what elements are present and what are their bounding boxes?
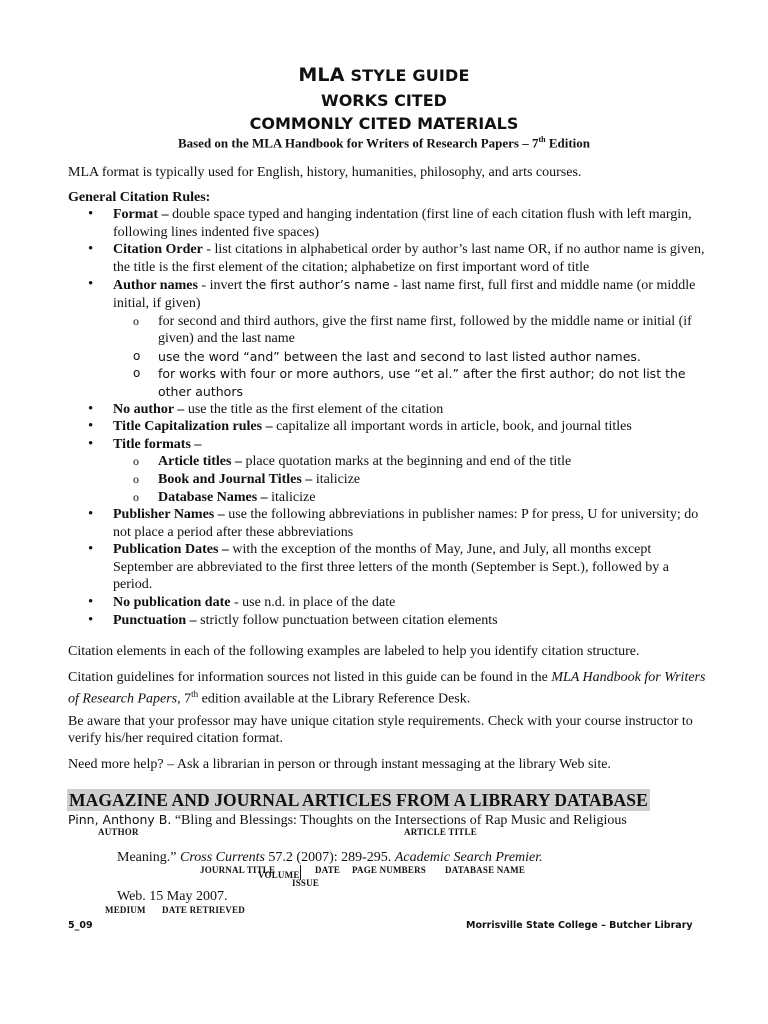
sub-list: [113, 453, 708, 506]
sub-list-item: o use the word “and” between the last and second to last listed author names.: [113, 348, 708, 366]
label-issue: ISSUE: [292, 878, 320, 888]
list-item: • Citation Order - list citations in alphabetical order by author’s last name OR, if no author name is given, the title is the first element of the citation; alphabetize on first important word of title: [68, 241, 708, 276]
rules-list: [68, 206, 708, 629]
sub-list-item: o for works with four or more authors, use “et al.” after the first author; do not list the other authors: [113, 365, 708, 400]
list-item: • Title formats – o Article titles – place quotation marks at the beginning and end of the title o Book and Journal Titles – italicize o Database Names – italicize: [68, 436, 708, 506]
list-item: • Author names - invert the first author’s name - last name first, full first and middle name (or middle initial, if given) o for second and third authors, give the first name first, followed by the middle name or initial (if given) and the last name o use the word “and” between the last and second to last listed author names. o for works with four or more authors, use “et al.” after the first author; do not list the other authors: [68, 276, 708, 400]
label-page-numbers: PAGE NUMBERS: [352, 865, 426, 875]
list-item: • No author – use the title as the first element of the citation: [68, 401, 708, 419]
list-item: • Title Capitalization rules – capitalize all important words in article, book, and journal titles: [68, 418, 708, 436]
list-item: • Publication Dates – with the exception of the months of May, June, and July, all months except September are abbreviated to the first three letters of the month (September is Sept.), followed by a period.: [68, 541, 708, 594]
example-line-1: Pinn, Anthony B. “Bling and Blessings: Thoughts on the Intersections of Rap Music and Religious: [68, 812, 627, 828]
sub-list-item: o for second and third authors, give the first name first, followed by the middle name or initial (if given) and the last name: [113, 313, 708, 348]
list-item: • Format – double space typed and hanging indentation (first line of each citation flush with left margin, following lines indented five spaces): [68, 206, 708, 241]
title-mla: MLA: [298, 64, 345, 86]
intro-paragraph: MLA format is typically used for English, history, humanities, philosophy, and arts courses.: [68, 165, 582, 180]
subtitle-commonly-cited: COMMONLY CITED MATERIALS: [249, 114, 519, 133]
rules-heading: General Citation Rules:: [68, 190, 211, 205]
label-date: DATE: [315, 865, 341, 875]
page-title: [0, 64, 768, 86]
list-item: • Publisher Names – use the following abbreviations in publisher names: P for press, U for university; do not place a period after these abbreviations: [68, 506, 708, 541]
label-date-retrieved: DATE RETRIEVED: [162, 905, 245, 915]
sub-list-item: o Article titles – place quotation marks at the beginning and end of the title: [113, 453, 708, 471]
list-item: • Punctuation – strictly follow punctuation between citation elements: [68, 612, 708, 630]
example-line-2: Meaning.” Cross Currents 57.2 (2007): 289-295. Academic Search Premier.: [117, 850, 543, 865]
sub-list: [113, 313, 708, 401]
paragraph-help: Need more help? – Ask a librarian in person or through instant messaging at the library Web site.: [68, 757, 611, 772]
based-on-line: Based on the MLA Handbook for Writers of Research Papers – 7th Edition: [177, 135, 591, 151]
label-database-name: DATABASE NAME: [445, 865, 526, 875]
label-author: AUTHOR: [98, 827, 139, 837]
paragraph-citation-elements: Citation elements in each of the following examples are labeled to help you identify citation structure.: [68, 644, 640, 659]
paragraph-guidelines: Citation guidelines for information sources not listed in this guide can be found in the MLA Handbook for Writers of Research Papers, 7th edition available at the Library Reference Desk.: [68, 670, 706, 707]
list-item: • No publication date - use n.d. in place of the date: [68, 594, 708, 612]
sub-list-item: o Book and Journal Titles – italicize: [113, 471, 708, 489]
title-style-guide: STYLE GUIDE: [350, 66, 470, 85]
sub-list-item: o Database Names – italicize: [113, 489, 708, 507]
subtitle-works-cited: WORKS CITED: [321, 91, 447, 110]
label-article-title: ARTICLE TITLE: [404, 827, 477, 837]
footer-library: Morrisville State College – Butcher Library: [466, 920, 693, 931]
example-line-3: Web. 15 May 2007.: [117, 889, 228, 904]
label-journal-title: JOURNAL TITLE: [200, 865, 276, 875]
paragraph-professor: Be aware that your professor may have unique citation style requirements. Check with your course instructor to verify his/her required citation format.: [68, 714, 693, 746]
section-heading: MAGAZINE AND JOURNAL ARTICLES FROM A LIBRARY DATABASE: [69, 790, 648, 810]
label-medium: MEDIUM: [105, 905, 146, 915]
footer-code: 5_09: [68, 920, 93, 931]
label-volume: VOLUME: [258, 865, 301, 880]
